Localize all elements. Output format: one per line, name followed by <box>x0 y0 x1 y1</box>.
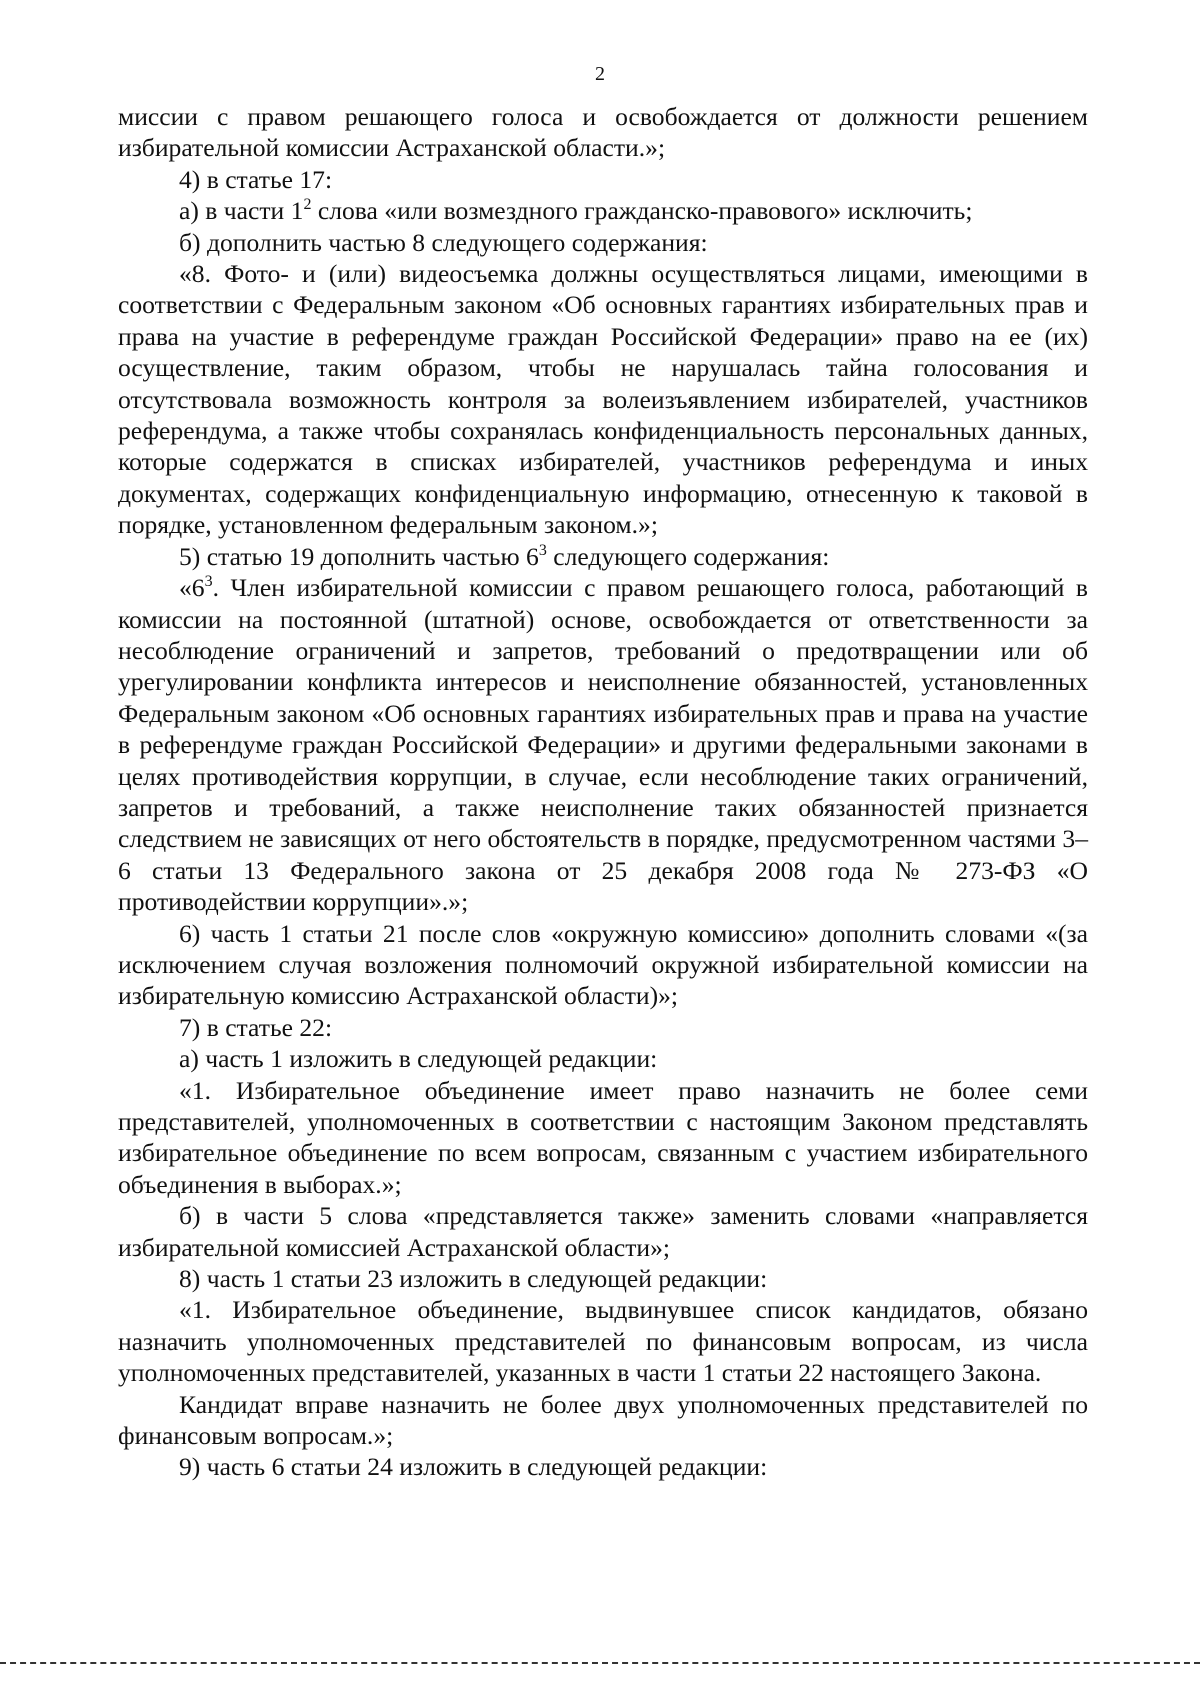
paragraph-16: 9) часть 6 статьи 24 изложить в следующей редакции: <box>179 1452 768 1482</box>
paragraph-11: «1. Избирательное объединение имеет право назначить не более семи представителей, уполномоченных в соответствии с настоящим Законом представлять избирательное объединение по всем вопросам, связанным с участием избирательного объединения в выборах.»; <box>118 1075 1088 1199</box>
footer-divider <box>0 1662 1200 1664</box>
paragraph-2: 4) в статье 17: <box>179 164 333 194</box>
paragraph-6: 5) статью 19 дополнить частью $6^3$ следующего содержания: <box>179 541 830 571</box>
document-body <box>118 101 1088 1483</box>
paragraph-12: б) в части 5 слова «представляется также» заменить словами «направляется избирательной комиссией Астраханской области»; <box>118 1201 1088 1262</box>
paragraph-4: б) дополнить частью 8 следующего содержания: <box>179 227 708 257</box>
superscript: 3 <box>204 573 213 591</box>
paragraph-9: 7) в статье 22: <box>179 1012 333 1042</box>
paragraph-3: а) в части $1^2$ слова «или возмездного гражданско-правового» исключить; <box>179 196 973 226</box>
paragraph-7: «$6^3$. Член избирательной комиссии с правом решающего голоса, работающий в комиссии на постоянной (штатной) основе, освобождается от ответственности за несоблюдение ограничений и запретов, требований о предотвращении или об урегулировании конфликта интересов и неисполнение обязанностей, установленных Федеральным законом «Об основных гарантиях избирательных прав и права на участие в референдуме граждан Российской Федерации» и другими федеральными законами в целях противодействия коррупции, в случае, если несоблюдение таких ограничений, запретов и требований, а также неисполнение таких обязанностей признается следствием не зависящих от него обстоятельств в порядке, предусмотренном частями 3–6 статьи 13 Федерального закона от 25 декабря 2008 года № 273-ФЗ «О противодействии коррупции».»; <box>118 573 1088 917</box>
paragraph-5: «8. Фото- и (или) видеосъемка должны осуществляться лицами, имеющими в соответствии с Федеральным законом «Об основных гарантиях избирательных прав и права на участие в референдуме граждан Российской Федерации» право на ее (их) осуществление, таким образом, чтобы не нарушалась тайна голосования и отсутствовала возможность контроля за волеизъявлением избирателей, участников референдума, а также чтобы сохранялась конфиденциальность персональных данных, которые содержатся в списках избирателей, участников референдума и иных документах, содержащих конфиденциальную информацию, отнесенную к таковой в порядке, установленном федеральным законом.»; <box>118 259 1088 540</box>
paragraph-1: миссии с правом решающего голоса и освобождается от должности решением избирательной комиссии Астраханской области.»; <box>118 102 1088 163</box>
superscript: 3 <box>538 541 547 559</box>
page-number: 2 <box>595 63 605 85</box>
paragraph-8: 6) часть 1 статьи 21 после слов «окружную комиссию» дополнить словами «(за исключением случая возложения полномочий окружной избирательной комиссии на избирательную комиссию Астраханской области)»; <box>118 918 1088 1011</box>
superscript: 2 <box>303 196 312 214</box>
paragraph-14: «1. Избирательное объединение, выдвинувшее список кандидатов, обязано назначить уполномоченных представителей по финансовым вопросам, из числа уполномоченных представителей, указанных в части 1 статьи 22 настоящего Закона. <box>118 1295 1088 1388</box>
paragraph-15: Кандидат вправе назначить не более двух уполномоченных представителей по финансовым вопросам.»; <box>118 1389 1088 1451</box>
paragraph-10: а) часть 1 изложить в следующей редакции: <box>179 1044 658 1074</box>
paragraph-13: 8) часть 1 статьи 23 изложить в следующей редакции: <box>179 1264 768 1294</box>
